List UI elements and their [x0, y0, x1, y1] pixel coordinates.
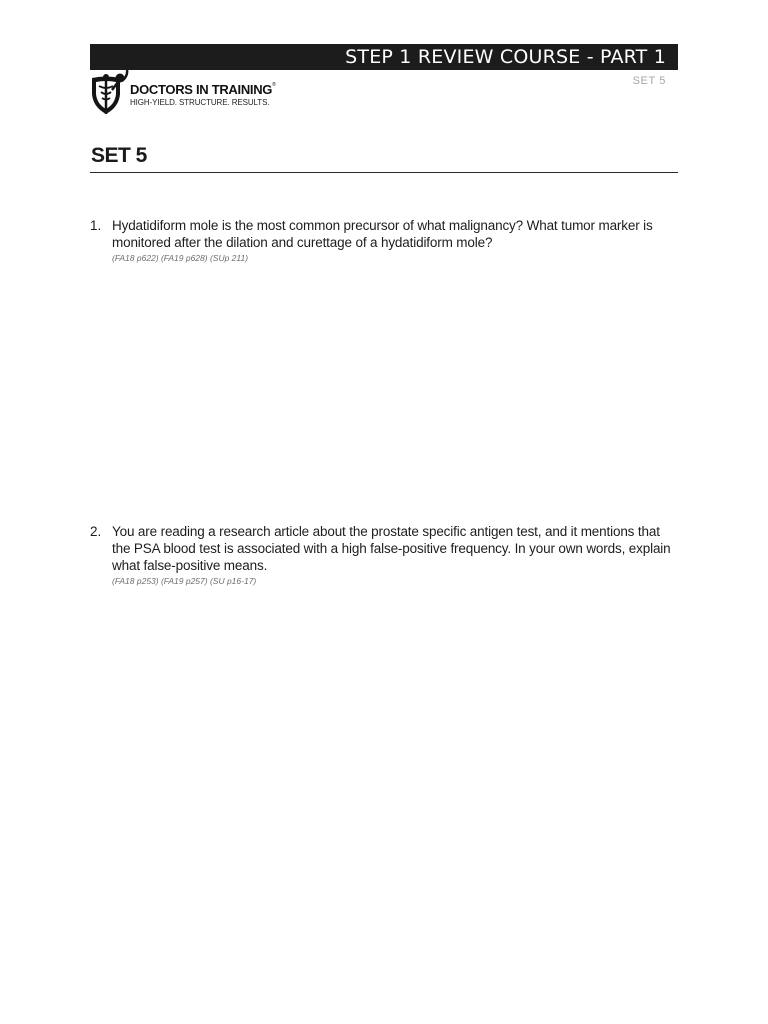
- logo-tagline: HIGH-YIELD. STRUCTURE. RESULTS.: [130, 98, 270, 107]
- question-references: (FA18 p253) (FA19 p257) (SU p16-17): [112, 576, 257, 586]
- question-text: You are reading a research article about the prostate specific antigen test, and it mentions that the PSA blood test is associated with a high false-positive frequency. In your own words, explain what false-positive means.: [112, 524, 671, 573]
- question-references: (FA18 p622) (FA19 p628) (SUp 211): [112, 253, 249, 263]
- logo-name: DOCTORS IN TRAINING®: [130, 82, 276, 97]
- set-label: SET 5: [632, 75, 666, 87]
- course-title: STEP 1 REVIEW COURSE - PART 1: [345, 46, 666, 68]
- question-body: [112, 217, 678, 264]
- header-bar: [90, 44, 678, 70]
- question-number: 2.: [90, 524, 102, 539]
- question-body: [112, 523, 678, 587]
- question-number: 1.: [90, 218, 102, 233]
- question-text: Hydatidiform mole is the most common precursor of what malignancy? What tumor marker is monitored after the dilation and curettage of a hydatidiform mole?: [112, 218, 653, 250]
- registered-mark: ®: [272, 82, 276, 88]
- section-divider: [90, 172, 678, 173]
- section-heading: SET 5: [91, 144, 147, 167]
- doctors-in-training-logo: [88, 70, 288, 118]
- caduceus-shield-icon: [88, 70, 130, 118]
